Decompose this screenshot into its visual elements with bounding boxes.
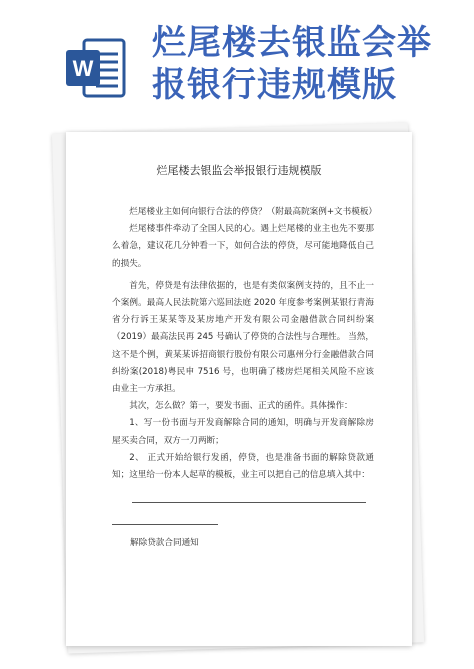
document-title: 烂尾楼去银监会举报银行违规模版 — [156, 164, 322, 177]
document-sheet — [66, 132, 412, 646]
paragraph-step-2: 2、 正式开始给银行发函，停贷，也是准备书面的解除贷款通知；这里给一份本人起草的模板，业主可以把自己的信息填入其中： — [112, 452, 374, 481]
banner-title-line-2: 报银行违规模版 — [152, 65, 397, 105]
paragraph-legal-basis: 首先，停贷是有法律依据的，也是有类似案例支持的，且不止一个案例。最高人民法院第六巡回法庭 2020 年度参考案例某银行青海省分行诉王某某等及某房地产开发有限公司金融借款合同纠纷案（2019）最高法民再 245 号确认了停贷的合法性与合理性。 当然，这不是个例，黄某某诉招商银行股份有限公司惠州分行金融借款合同纠纷案(2018)粤民申 7516 号，也明确了楼房烂尾相关风险不应该由业主一方承担。 — [112, 280, 374, 395]
banner-title-line-1: 烂尾楼去银监会举 — [152, 23, 432, 63]
notice-label: 解除贷款合同通知 — [130, 538, 199, 548]
document-body — [112, 204, 378, 484]
word-document-icon — [64, 36, 128, 100]
paragraph-intro: 烂尾楼业主如何向银行合法的停贷？（附最高院案例+文书模板） — [129, 207, 378, 217]
banner-title — [152, 22, 464, 106]
paragraph-step-1: 1、写一份书面与开发商解除合同的通知，明确与开发商解除房屋买卖合同，双方一刀两断； — [112, 418, 374, 446]
fill-in-line — [132, 502, 366, 503]
word-icon-letter: W — [72, 56, 94, 81]
header-banner — [0, 0, 474, 120]
signature-line — [112, 524, 218, 525]
paragraph-background: 烂尾楼事件牵动了全国人民的心。遇上烂尾楼的业主也先不要那么着急，建议花几分钟看一下，如何合法的停贷，尽可能地降低自己的损失。 — [112, 224, 374, 269]
paragraph-how-to: 其次，怎么做？第一，要发书面、正式的函件。具体操作： — [129, 401, 353, 412]
